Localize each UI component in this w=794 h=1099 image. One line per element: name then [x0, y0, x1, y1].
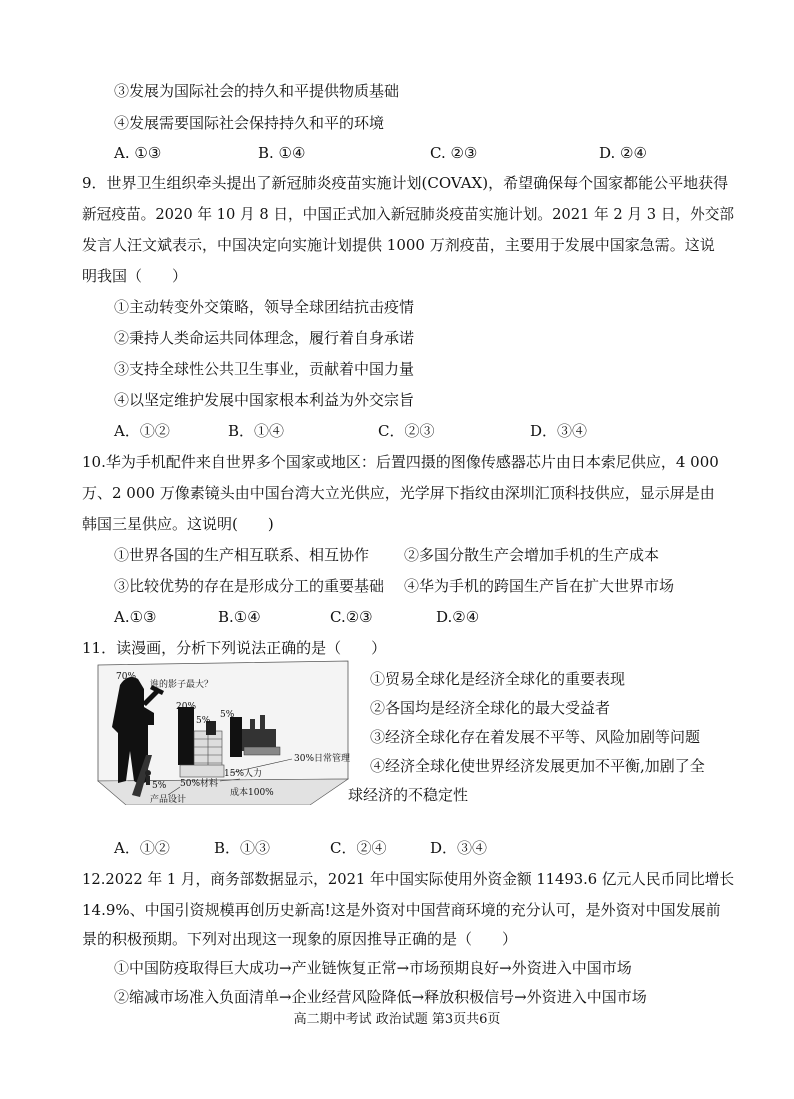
q10-statement-4: ④华为手机的跨国生产旨在扩大世界市场 — [404, 577, 675, 595]
shadow-cartoon — [80, 655, 350, 805]
q9-option-d: D．③④ — [530, 422, 588, 440]
q10-option-a: A.①③ — [114, 608, 157, 626]
q9-statement-3: ③支持全球性公共卫生事业，贡献着中国力量 — [114, 360, 415, 378]
shadow-20pct — [178, 707, 194, 765]
q11-option-a: A．①② — [114, 839, 170, 857]
q8-option-b: B. ①④ — [258, 144, 306, 162]
q8-option-a: A. ①③ — [114, 144, 162, 162]
q9-option-a: A．①② — [114, 422, 170, 440]
q11-statement-1: ①贸易全球化是经济全球化的重要表现 — [370, 670, 626, 688]
q11-option-b: B．①③ — [214, 839, 271, 857]
cartoon-label-materials: 50%材料 — [180, 779, 219, 789]
q11-option-c: C．②④ — [330, 839, 387, 857]
q9-stem-line-4: 明我国（ ） — [82, 267, 188, 285]
q8-statement-3: ③发展为国际社会的持久和平提供物质基础 — [114, 82, 400, 100]
q9-stem-line-3: 发言人汪文斌表示，中国决定向实施计划提供 1000 万剂疫苗，主要用于发展中国家急需。这说 — [82, 236, 715, 254]
page-footer: 高二期中考试 政治试题 第3页共6页 — [293, 1012, 501, 1027]
q10-stem-line-2: 万、2 000 万像素镜头由中国台湾大立光供应，光学屏下指纹由深圳汇顶科技供应，显示屏是由 — [82, 484, 715, 502]
q10-option-c: C.②③ — [330, 608, 373, 626]
q9-option-b: B．①④ — [228, 422, 285, 440]
q12-statement-2: ②缩减市场准入负面清单→企业经营风险降低→释放积极信号→外资进入中国市场 — [114, 988, 647, 1006]
cartoon-pct-70: 70% — [116, 672, 137, 682]
q10-option-d: D.②④ — [436, 608, 480, 626]
cartoon-pct-5b: 5% — [220, 710, 235, 720]
cartoon-label-design: 产品设计 — [150, 795, 187, 805]
q10-stem-line-3: 韩国三星供应。这说明( ) — [82, 515, 274, 533]
q9-statement-4: ④以坚定维护发展中国家根本利益为外交宗旨 — [114, 391, 415, 409]
cartoon-question: 谁的影子最大？ — [150, 680, 214, 690]
q9-stem-line-1: 9．世界卫生组织牵头提出了新冠肺炎疫苗实施计划(COVAX)，希望确保每个国家都能公平地获得 — [82, 174, 729, 192]
q8-option-d: D. ②④ — [599, 144, 647, 162]
q11-statement-2: ②各国均是经济全球化的最大受益者 — [370, 699, 611, 717]
q11-statement-4-cont: 球经济的不稳定性 — [348, 786, 469, 804]
q10-statement-1: ①世界各国的生产相互联系、相互协作 — [114, 546, 370, 564]
q11-option-d: D．③④ — [430, 839, 488, 857]
q9-stem-line-2: 新冠疫苗。2020 年 10 月 8 日，中国正式加入新冠肺炎疫苗实施计划。2021 年 2 月 3 日，外交部 — [82, 205, 735, 223]
cartoon-label-daily-mgmt: 30%日常管理 — [294, 754, 350, 764]
q12-stem-line-1: 12.2022 年 1 月，商务部数据显示，2021 年中国实际使用外资金额 11493.6 亿元人民币同比增长 — [82, 870, 735, 888]
q8-statement-4: ④发展需要国际社会保持持久和平的环境 — [114, 114, 385, 132]
q10-statement-2: ②多国分散生产会增加手机的生产成本 — [404, 546, 660, 564]
q9-statement-2: ②秉持人类命运共同体理念，履行着自身承诺 — [114, 329, 415, 347]
cartoon-pct-5c: 5% — [152, 781, 167, 791]
cartoon-pct-5a: 5% — [196, 716, 211, 726]
q12-stem-line-3: 景的积极预期。下列对出现这一现象的原因推导正确的是（ ） — [82, 930, 518, 948]
q11-statement-4: ④经济全球化使世界经济发展更加不平衡,加剧了全 — [370, 757, 705, 775]
q8-option-c: C. ②③ — [430, 144, 478, 162]
q10-stem-line-1: 10.华为手机配件来自世界多个国家或地区：后置四摄的图像传感器芯片由日本索尼供应，4 000 — [82, 453, 719, 471]
cartoon-label-cost: 成本100% — [230, 788, 274, 798]
q12-stem-line-2: 14.9%、中国引资规模再创历史新高!这是外资对中国营商环境的充分认可，是外资对中国发展前 — [82, 901, 721, 919]
q11-stem: 11．读漫画，分析下列说法正确的是（ ） — [82, 639, 387, 657]
q9-option-c: C．②③ — [378, 422, 435, 440]
q10-option-b: B.①④ — [218, 608, 261, 626]
cartoon-pct-20: 20% — [176, 702, 197, 712]
q12-statement-1: ①中国防疫取得巨大成功→产业链恢复正常→市场预期良好→外资进入中国市场 — [114, 959, 632, 977]
q10-statement-3: ③比较优势的存在是形成分工的重要基础 — [114, 577, 385, 595]
cartoon-label-labor: 15%人力 — [224, 769, 263, 779]
q11-statement-3: ③经济全球化存在着发展不平等、风险加剧等问题 — [370, 728, 701, 746]
q9-statement-1: ①主动转变外交策略，领导全球团结抗击疫情 — [114, 298, 415, 316]
